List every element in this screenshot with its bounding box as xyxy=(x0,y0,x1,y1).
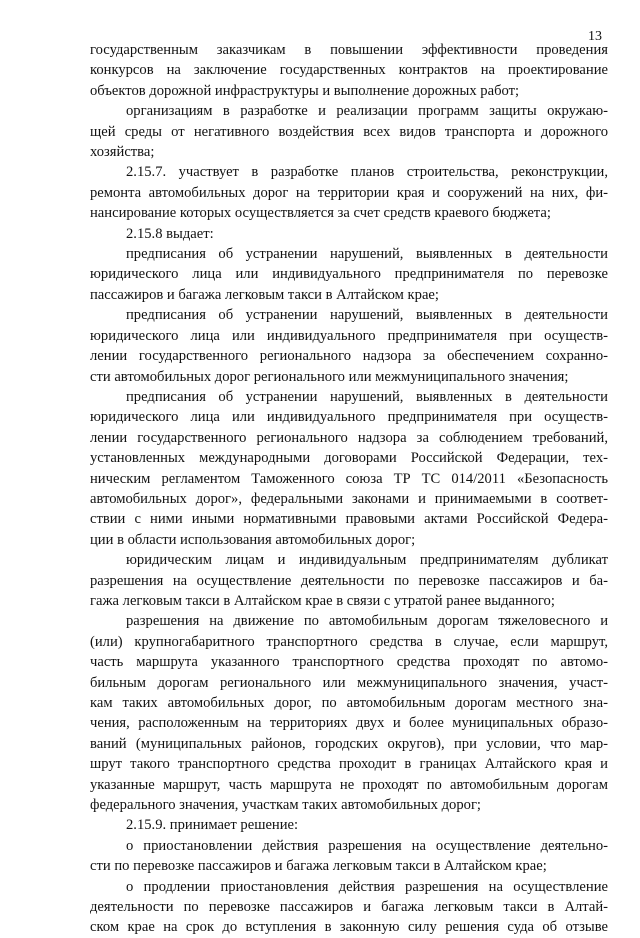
text-line: конкурсов на заключение государственных контрактов на проектирование xyxy=(90,62,608,79)
paragraph xyxy=(90,40,608,101)
text-line: юридического лица или индивидуального предпринимателя при осуществ- xyxy=(90,327,608,344)
text-line: федерального значения, участкам таких автомобильных дорог; xyxy=(90,797,481,814)
text-line: хозяйства; xyxy=(90,144,155,161)
text-line: сти автомобильных дорог регионального или межмуниципального значения; xyxy=(90,368,569,385)
page-number: 13 xyxy=(588,29,602,44)
text-line: установленных международными договорами Российской Федерации, тех- xyxy=(90,450,608,467)
paragraph xyxy=(90,224,608,244)
paragraph xyxy=(90,836,608,877)
text-line: ваний (муниципальных районов, городских округов), при условии, что мар- xyxy=(90,735,608,752)
text-line: лении государственного регионального надзора за соблюдением требований, xyxy=(90,429,608,446)
text-line: шрут такого транспортного средства проходит в границах Алтайского края и xyxy=(90,756,608,773)
text-line: автомобильных дорог», федеральными законами и принимаемыми в соответ- xyxy=(90,490,608,507)
text-line: лении государственного регионального надзора за обеспечением сохранно- xyxy=(90,348,608,365)
text-line: нансирование которых осуществляется за счет средств краевого бюджета; xyxy=(90,205,551,222)
text-line: ническим регламентом Таможенного союза ТР ТС 014/2011 «Безопасность xyxy=(90,470,608,487)
text-line: юридического лица или индивидуального предпринимателя при осуществ- xyxy=(90,409,608,426)
paragraph xyxy=(90,101,608,162)
text-line: часть маршрута указанного транспортного средства проходят по автомо- xyxy=(90,654,608,671)
text-line: ском крае на срок до вступления в законную силу решения суда об отзыве xyxy=(90,919,608,936)
text-line: (или) крупногабаритного транспортного средства в случае, если маршрут, xyxy=(90,633,608,650)
text-line: разрешения на осуществление деятельности по перевозке пассажиров и ба- xyxy=(90,572,608,589)
text-line: ции в области использования автомобильных дорог; xyxy=(90,531,416,548)
paragraph xyxy=(90,162,608,223)
text-line: предписания об устранении нарушений, выявленных в деятельности xyxy=(126,307,608,324)
text-line: 2.15.9. принимает решение: xyxy=(126,817,299,834)
text-line: щей среды от негативного воздействия всех видов транспорта и дорожного xyxy=(90,123,608,140)
text-line: юридическим лицам и индивидуальным предпринимателям дубликат xyxy=(126,552,608,569)
text-line: юридического лица или индивидуального предпринимателя по перевозке xyxy=(90,266,608,283)
paragraph xyxy=(90,611,608,815)
text-line: гажа легковым такси в Алтайском крае в связи с утратой ранее выданного; xyxy=(90,592,555,609)
text-line: сти по перевозке пассажиров и багажа легковым такси в Алтайском крае; xyxy=(90,858,547,875)
text-line: ремонта автомобильных дорог на территории края и сооружений на них, фи- xyxy=(90,184,608,201)
paragraph xyxy=(90,305,608,387)
paragraph xyxy=(90,550,608,611)
text-line: государственным заказчикам в повышении эффективности проведения xyxy=(90,42,608,58)
text-line: пассажиров и багажа легковым такси в Алтайском крае; xyxy=(90,286,439,303)
text-line: объектов дорожной инфраструктуры и выполнение дорожных работ; xyxy=(90,82,520,99)
text-line: разрешения на движение по автомобильным дорогам тяжеловесного и xyxy=(126,613,608,630)
text-line: 2.15.7. участвует в разработке планов строительства, реконструкции, xyxy=(126,164,608,181)
text-line: кам таких автомобильных дорог, по автомобильным дорогам местного зна- xyxy=(90,695,608,711)
text-line: бильным дорогам регионального или межмуниципального значения, участ- xyxy=(90,674,608,691)
text-line: чения, расположенным на территориях двух и более муниципальных образо- xyxy=(90,715,608,732)
text-line: ствии с ними иными нормативными правовыми актами Российской Федера- xyxy=(90,511,608,528)
paragraph xyxy=(90,387,608,550)
text-line: о приостановлении действия разрешения на осуществление деятельно- xyxy=(126,837,608,854)
text-line: деятельности по перевозке пассажиров и багажа легковым такси в Алтай- xyxy=(90,899,608,916)
text-line: предписания об устранении нарушений, выявленных в деятельности xyxy=(126,388,608,405)
text-line: 2.15.8 выдает: xyxy=(126,225,214,242)
text-line: указанные маршрут, часть маршрута не проходят по автомобильным дорогам xyxy=(90,776,608,793)
document-body xyxy=(90,40,608,938)
text-line: организациям в разработке и реализации программ защиты окружаю- xyxy=(126,103,608,120)
paragraph xyxy=(90,244,608,305)
paragraph xyxy=(90,815,608,835)
paragraph xyxy=(90,877,608,938)
text-line: о продлении приостановления действия разрешения на осуществление xyxy=(126,878,608,895)
text-line: предписания об устранении нарушений, выявленных в деятельности xyxy=(126,246,608,263)
